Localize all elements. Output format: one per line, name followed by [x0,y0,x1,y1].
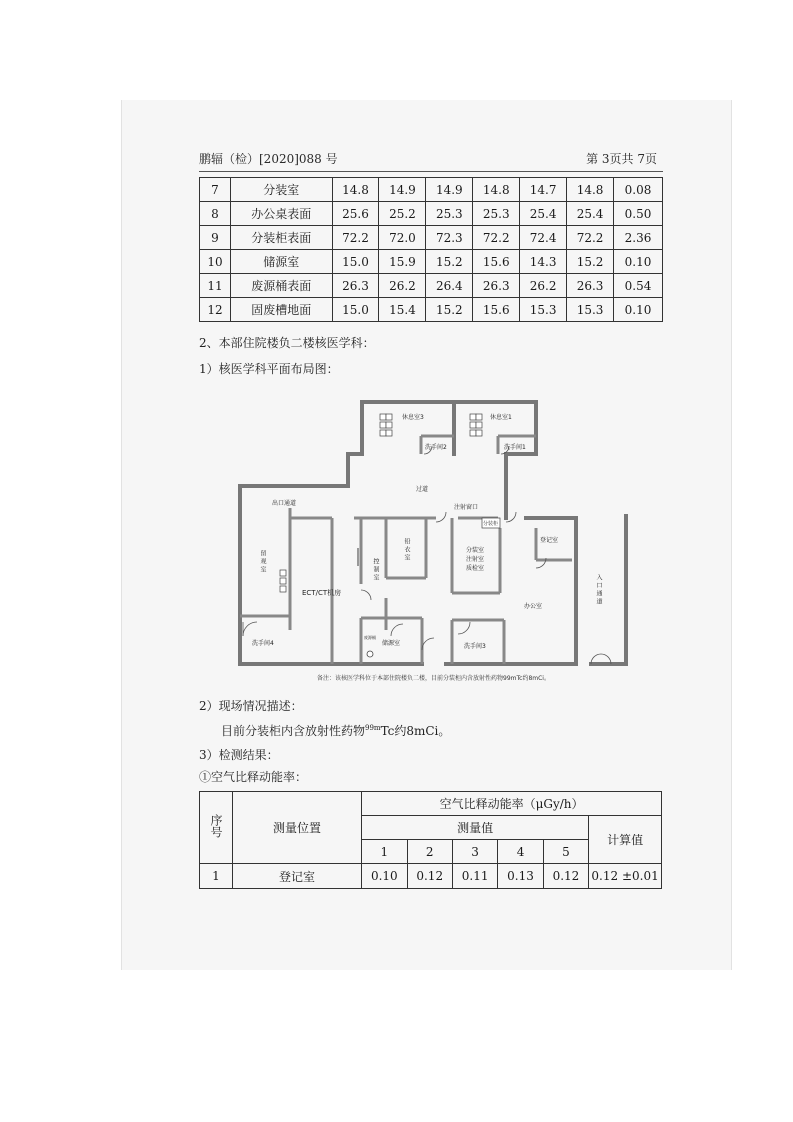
col-location-header: 测量位置 [233,792,362,864]
room-ect-ct: ECT/CT机房 [302,589,342,597]
cell-m5: 0.12 [543,864,588,889]
section-title: 2、本部住院楼负二楼核医学科： [199,336,375,350]
cell-v6: 25.4 [567,202,614,226]
cell-no: 10 [200,250,231,274]
cell-v4: 15.6 [473,250,520,274]
cell-v1: 72.2 [332,226,379,250]
room-office: 办公室 [524,603,543,610]
measured-header: 测量值 [362,816,589,840]
room-control: 控制室 [372,558,379,582]
floorplan-caption: 备注：该核医学科位于本部住院楼负二楼，目前分装柜内含放射性药物99mTc约8mCi。 [317,675,550,682]
results-heading: 3）检测结果： [199,748,279,762]
m-header: 3 [452,840,497,864]
cell-v5: 26.2 [520,274,567,298]
site-description [221,722,450,739]
cell-v2: 15.9 [379,250,426,274]
room-wash3: 洗手间3 [464,643,486,650]
cell-v2: 72.0 [379,226,426,250]
cell-m3: 0.11 [452,864,497,889]
cell-v7: 0.50 [614,202,663,226]
site-description-heading: 2）现场情况描述： [199,699,303,713]
col-no-header [200,792,233,864]
m-header: 4 [498,840,543,864]
cell-m2: 0.12 [407,864,452,889]
cell-v7: 0.08 [614,178,663,202]
table-row [200,226,663,250]
cell-v1: 15.0 [332,250,379,274]
cell-v3: 26.4 [426,274,473,298]
cell-v2: 26.2 [379,274,426,298]
table-row [200,202,663,226]
cell-v4: 72.2 [473,226,520,250]
cell-location: 分装柜表面 [230,226,332,250]
table-row [200,274,663,298]
cell-v4: 15.6 [473,298,520,322]
room-rest3: 休息室3 [402,414,424,421]
site-description-prefix: 目前分装柜内含放射性药物 [221,724,366,738]
room-rest1: 休息室1 [490,414,512,421]
cell-v3: 15.2 [426,250,473,274]
room-corridor: 过道 [416,486,429,493]
cell-v1: 25.6 [332,202,379,226]
cell-v3: 14.9 [426,178,473,202]
cell-v6: 14.8 [567,178,614,202]
cell-location: 储源室 [230,250,332,274]
room-injection-window: 注射窗口 [454,504,479,511]
surface-dose-table [199,177,663,322]
cell-v3: 15.2 [426,298,473,322]
cell-v5: 14.3 [520,250,567,274]
room-waste-bin: 废源桶 [364,635,376,640]
cell-v7: 0.54 [614,274,663,298]
cell-v7: 0.10 [614,250,663,274]
room-wash4: 洗手间4 [252,640,274,647]
table-row [200,178,663,202]
isotope-mass: 99m [365,724,381,732]
floor-plan [236,398,631,685]
cell-location: 办公桌表面 [230,202,332,226]
cell-v2: 25.2 [379,202,426,226]
cell-v5: 14.7 [520,178,567,202]
table-row [200,864,662,889]
cell-no: 11 [200,274,231,298]
cell-location: 分装室 [230,178,332,202]
room-storage: 储源室 [382,640,401,647]
room-dispense-cabinet: 分装柜 [483,521,499,527]
cell-m4: 0.13 [498,864,543,889]
m-header: 5 [543,840,588,864]
cell-no: 1 [200,864,233,889]
room-wash2: 洗手间2 [425,444,447,451]
cell-m1: 0.10 [362,864,407,889]
cell-v4: 26.3 [473,274,520,298]
calc-header: 计算值 [589,816,662,864]
site-description-suffix: Tc约8mCi。 [380,724,451,738]
document-number: 鹏辐（检）[2020]088 号 [199,152,338,166]
cell-v6: 26.3 [567,274,614,298]
table-row [200,250,663,274]
room-register: 登记室 [540,537,559,544]
group-title: 空气比释动能率（μGy/h） [362,792,662,816]
cell-v5: 15.3 [520,298,567,322]
cell-calc: 0.12 ±0.01 [589,864,662,889]
cell-no: 9 [200,226,231,250]
cell-v3: 72.3 [426,226,473,250]
cell-v6: 15.2 [567,250,614,274]
m-header: 1 [362,840,407,864]
col-no-label: 序号 [209,814,223,838]
room-exit-passage: 出口通道 [272,500,297,507]
cell-v4: 14.8 [473,178,520,202]
room-wash1: 洗手间1 [504,444,526,451]
room-lead-clothing: 铅衣室 [403,538,410,562]
cell-location: 固废槽地面 [230,298,332,322]
cell-v7: 2.36 [614,226,663,250]
cell-v6: 15.3 [567,298,614,322]
table-row [200,298,663,322]
air-kerma-heading: ①空气比释动能率： [199,770,308,784]
cell-no: 7 [200,178,231,202]
room-entrance: 入口通道 [595,574,602,606]
cell-location: 登记室 [233,864,362,889]
cell-v5: 72.4 [520,226,567,250]
header-rule [199,171,663,172]
cell-v1: 26.3 [332,274,379,298]
cell-location: 废源桶表面 [230,274,332,298]
page-info: 第 3页共 7页 [586,152,657,166]
cell-v5: 25.4 [520,202,567,226]
room-dispense-block: 分装室 注射室 质检室 [466,547,485,572]
cell-v2: 14.9 [379,178,426,202]
air-kerma-table [199,791,662,889]
cell-v2: 15.4 [379,298,426,322]
cell-no: 8 [200,202,231,226]
m-header: 2 [407,840,452,864]
floor-plan-drawing [236,398,631,668]
cell-v1: 14.8 [332,178,379,202]
cell-v1: 15.0 [332,298,379,322]
cell-no: 12 [200,298,231,322]
floorplan-heading: 1）核医学科平面布局图： [199,362,339,376]
cell-v4: 25.3 [473,202,520,226]
room-observation: 留观室 [259,550,266,574]
cell-v6: 72.2 [567,226,614,250]
cell-v7: 0.10 [614,298,663,322]
cell-v3: 25.3 [426,202,473,226]
